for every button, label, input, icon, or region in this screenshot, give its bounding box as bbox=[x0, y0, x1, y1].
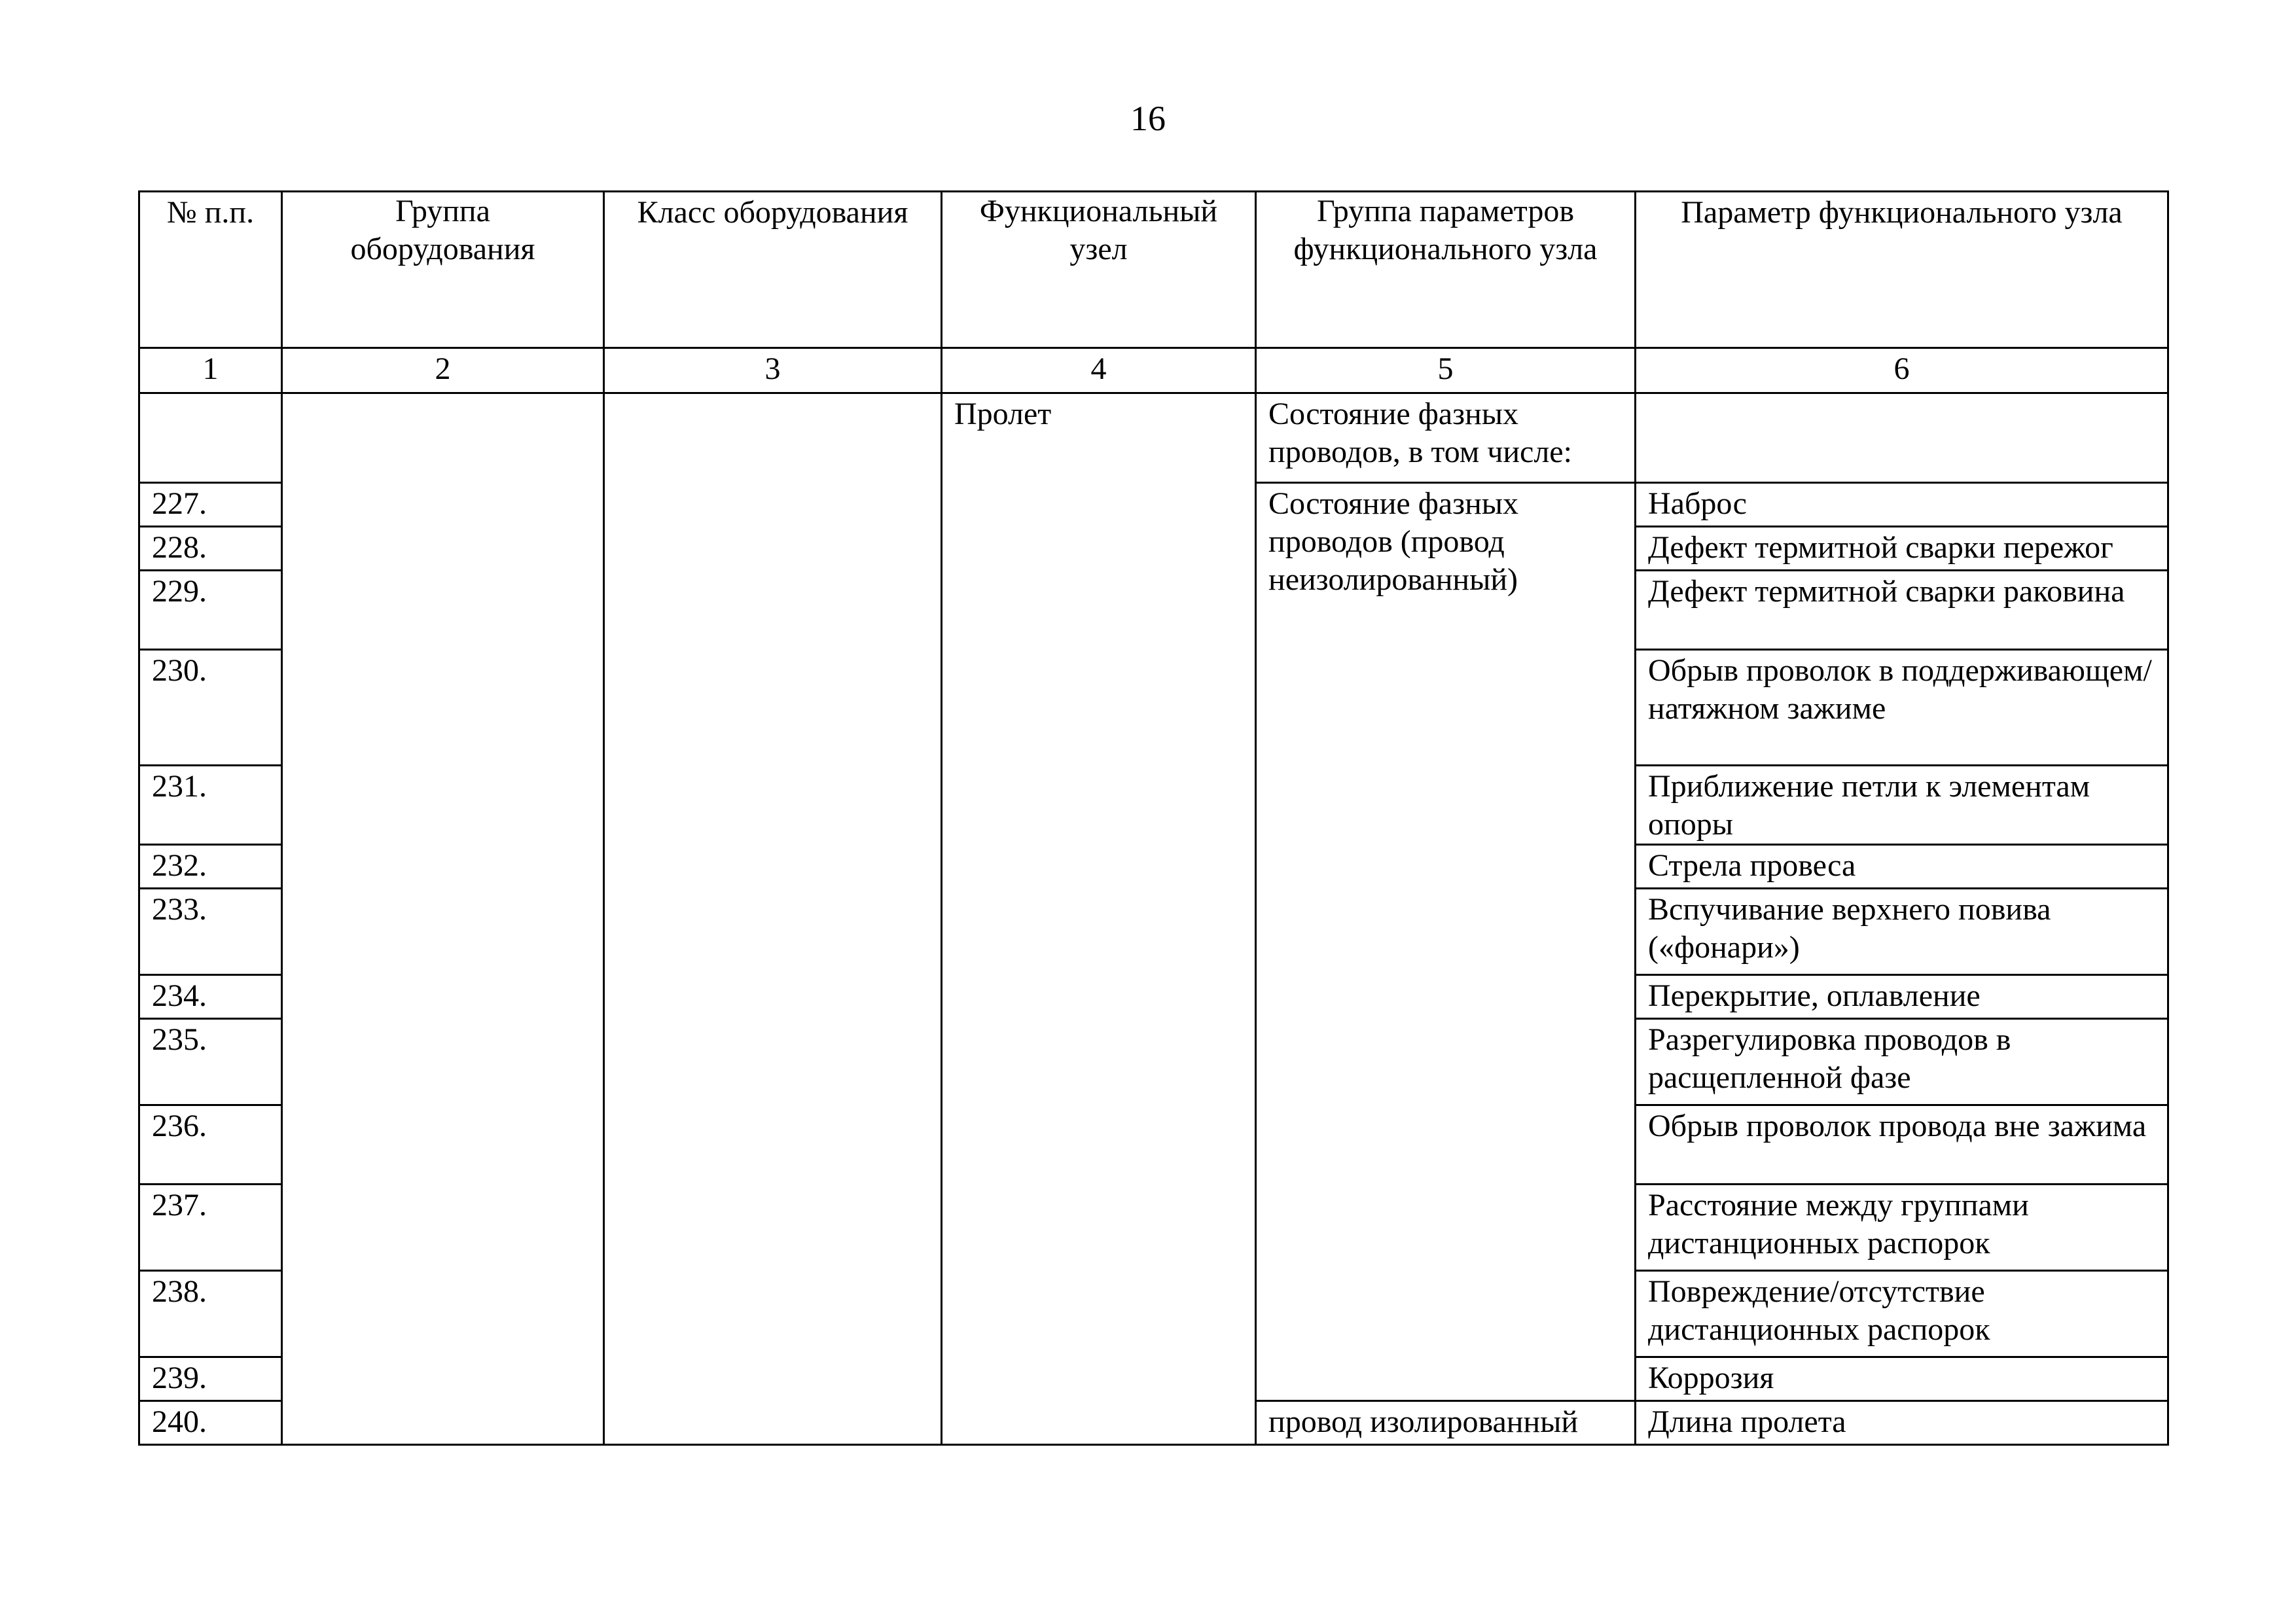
parameter-group-cell: Состояние фазных проводов (провод неизолированный) bbox=[1256, 483, 1636, 1401]
header-cell: № п.п. bbox=[139, 192, 282, 348]
parameter-cell: Обрыв проволок провода вне зажима bbox=[1636, 1105, 2168, 1185]
equipment-group-cell bbox=[282, 393, 604, 1445]
row-number-cell: 232. bbox=[139, 845, 282, 889]
functional-unit-cell: Пролет bbox=[942, 393, 1256, 1445]
row-number-cell: 230. bbox=[139, 650, 282, 766]
column-number: 6 bbox=[1636, 348, 2168, 393]
header-cell: Параметр функционального узла bbox=[1636, 192, 2168, 348]
row-number-cell: 240. bbox=[139, 1401, 282, 1445]
row-number-cell: 236. bbox=[139, 1105, 282, 1185]
column-number: 2 bbox=[282, 348, 604, 393]
row-number-cell: 237. bbox=[139, 1185, 282, 1271]
parameter-cell: Приближение петли к элементам опоры bbox=[1636, 766, 2168, 845]
parameter-cell: Наброс bbox=[1636, 483, 2168, 527]
parameter-cell: Коррозия bbox=[1636, 1357, 2168, 1401]
parameter-cell: Дефект термитной сварки раковина bbox=[1636, 571, 2168, 650]
parameter-cell: Расстояние между группами дистанционных распорок bbox=[1636, 1185, 2168, 1271]
row-number-cell: 231. bbox=[139, 766, 282, 845]
parameter-cell: Обрыв проволок в поддерживающем/натяжном зажиме bbox=[1636, 650, 2168, 766]
row-number-cell: 227. bbox=[139, 483, 282, 527]
header-cell: Группа параметров функционального узла bbox=[1256, 192, 1636, 348]
table-row bbox=[139, 393, 2168, 483]
equipment-class-cell bbox=[604, 393, 942, 1445]
column-number: 4 bbox=[942, 348, 1256, 393]
parameter-cell: Стрела провеса bbox=[1636, 845, 2168, 889]
column-number-row bbox=[139, 348, 2168, 393]
header-row bbox=[139, 192, 2168, 348]
page-number: 16 bbox=[1130, 99, 1166, 138]
row-number-cell: 234. bbox=[139, 975, 282, 1019]
parameter-cell: Дефект термитной сварки пережог bbox=[1636, 527, 2168, 571]
parameter-cell: Вспучивание верхнего повива («фонари») bbox=[1636, 889, 2168, 975]
parameter-cell: Перекрытие, оплавление bbox=[1636, 975, 2168, 1019]
column-number: 5 bbox=[1256, 348, 1636, 393]
column-number: 1 bbox=[139, 348, 282, 393]
parameter-cell bbox=[1636, 393, 2168, 483]
row-number-cell: 233. bbox=[139, 889, 282, 975]
parameter-group-cell: Состояние фазных проводов, в том числе: bbox=[1256, 393, 1636, 483]
column-number: 3 bbox=[604, 348, 942, 393]
row-number-cell: 238. bbox=[139, 1271, 282, 1357]
parameter-cell: Длина пролета bbox=[1636, 1401, 2168, 1445]
row-number-cell bbox=[139, 393, 282, 483]
parameter-group-cell: провод изолированный bbox=[1256, 1401, 1636, 1445]
parameter-cell: Повреждение/отсутствие дистанционных распорок bbox=[1636, 1271, 2168, 1357]
parameter-cell: Разрегулировка проводов в расщепленной фазе bbox=[1636, 1019, 2168, 1105]
parameters-table bbox=[138, 190, 2169, 1446]
header-cell: Группа оборудования bbox=[282, 192, 604, 348]
header-cell: Класс оборудования bbox=[604, 192, 942, 348]
row-number-cell: 229. bbox=[139, 571, 282, 650]
row-number-cell: 235. bbox=[139, 1019, 282, 1105]
header-cell: Функциональный узел bbox=[942, 192, 1256, 348]
row-number-cell: 228. bbox=[139, 527, 282, 571]
row-number-cell: 239. bbox=[139, 1357, 282, 1401]
